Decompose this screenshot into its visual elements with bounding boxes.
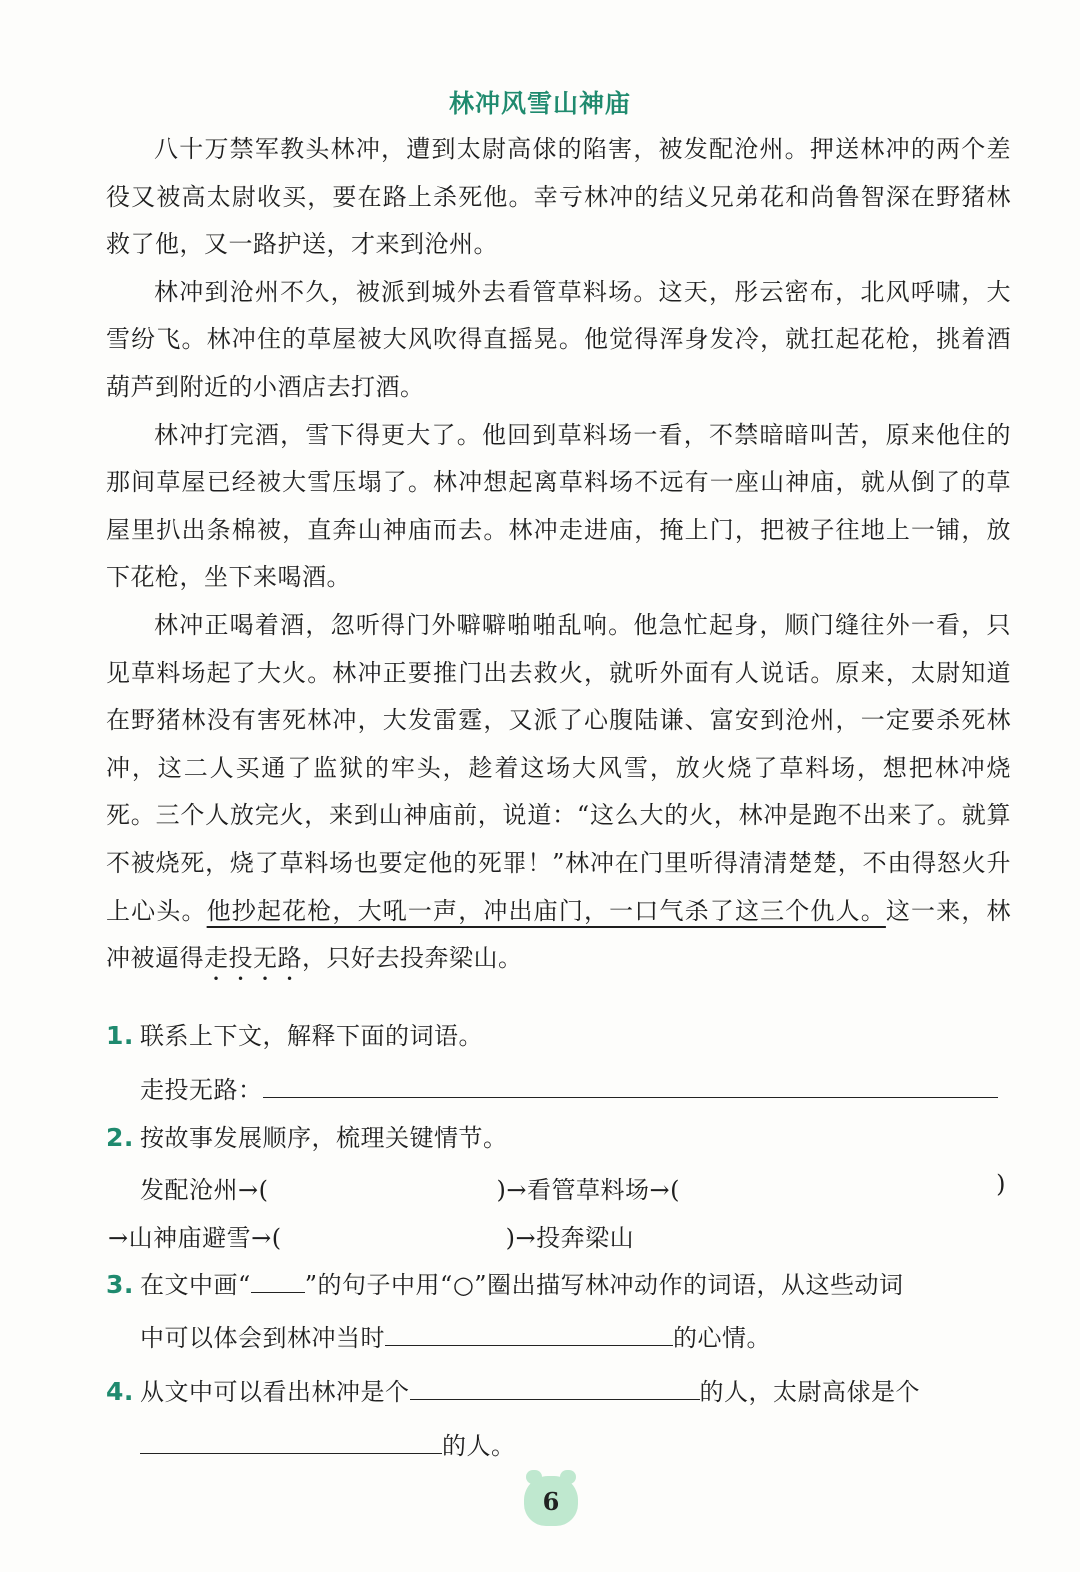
- question-4-line2: 的人。: [442, 1432, 516, 1460]
- plot-start: 发配沧州→(: [140, 1176, 269, 1204]
- question-1-text: 联系上下文，解释下面的词语。: [140, 1022, 483, 1050]
- plot-end: )→投奔梁山: [505, 1224, 635, 1252]
- question-4-number: 4.: [106, 1377, 134, 1406]
- question-1-answer-row: [140, 1070, 1000, 1105]
- question-4-text-b: 的人，太尉高俅是个: [699, 1378, 920, 1406]
- plot-blank-2-close: ): [996, 1170, 1006, 1198]
- underlined-sentence: 他抄起花枪，大吼一声，冲出庙门，一口气杀了这三个仇人。: [206, 896, 886, 925]
- badge-ear-left: [526, 1470, 542, 1484]
- plot-middle: )→看管草料场→(: [496, 1176, 680, 1204]
- answer-blank-4a[interactable]: [410, 1398, 700, 1400]
- dotted-phrase: 走投无路: [204, 944, 302, 973]
- question-1-number: 1.: [106, 1021, 134, 1050]
- question-2: [106, 1118, 1011, 1153]
- plot-sequence-line-1: [140, 1170, 1006, 1205]
- question-2-number: 2.: [106, 1123, 134, 1152]
- question-4: [106, 1372, 1011, 1407]
- passage-title: 林冲风雪山神庙: [448, 89, 631, 118]
- question-3-text-a: 在文中画“: [140, 1271, 251, 1299]
- question-4-text-a: 从文中可以看出林冲是个: [140, 1378, 410, 1406]
- answer-blank-4b[interactable]: [140, 1452, 442, 1454]
- term-label: 走投无路：: [140, 1076, 263, 1104]
- paragraph-4-text: 林冲正喝着酒，忽听得门外噼噼啪啪乱响。他急忙起身，顺门缝往外一看，只见草料场起了大火。林冲正要推门出去救火，就听外面有人说话。原来，太尉知道在野猪林没有害死林冲，大发雷霆，又派了心腹陆谦、富安到沧州，一定要杀死林冲，这二人买通了监狱的牢头，趁着这场大风雪，放火烧了草料场，想把林冲烧死。三个人放完火，来到山神庙前，说道：“这么大的火，林冲是跑不出来了。就算不被烧死，烧了草料场也要定他的死罪！”林冲在门里听得清清楚楚，不由得怒火升上心头。: [106, 610, 1011, 925]
- paragraph-4-text-c: ，只好去投奔梁山。: [302, 944, 523, 973]
- paragraph-2: 林冲到沧州不久，被派到城外去看管草料场。这天，彤云密布，北风呼啸，大雪纷飞。林冲住的草屋被大风吹得直摇晃。他觉得浑身发冷，就扛起花枪，挑着酒葫芦到附近的小酒店去打酒。: [106, 277, 1011, 401]
- plot-sequence-line-2: [108, 1218, 1013, 1253]
- question-3-line2-a: 中可以体会到林冲当时: [140, 1324, 385, 1352]
- plot-shrine: →山神庙避雪→(: [108, 1224, 282, 1252]
- answer-blank-1[interactable]: [263, 1096, 998, 1098]
- question-3: [106, 1265, 1011, 1300]
- page-number-badge: [524, 1476, 578, 1526]
- paragraph-4: [106, 602, 1011, 986]
- paragraph-1: 八十万禁军教头林冲，遭到太尉高俅的陷害，被发配沧州。押送林冲的两个差役又被高太尉收买，要在路上杀死他。幸亏林冲的结义兄弟花和尚鲁智深在野猪林救了他，又一路护送，才来到沧州。: [106, 135, 1011, 259]
- reading-passage: [106, 126, 1011, 986]
- underline-sample: [251, 1291, 305, 1293]
- question-3-answer-row: [140, 1318, 771, 1353]
- paragraph-4-text-b: 这一来，林冲被逼得: [106, 896, 1012, 973]
- answer-blank-3[interactable]: [385, 1344, 673, 1346]
- question-1: [106, 1016, 1011, 1051]
- question-3-text-b: ”的句子中用“○”圈出描写林冲动作的词语，从这些动词: [304, 1271, 904, 1299]
- badge-ear-right: [560, 1470, 576, 1484]
- question-3-line2-b: 的心情。: [673, 1324, 771, 1352]
- question-3-number: 3.: [106, 1270, 134, 1299]
- paragraph-3: 林冲打完酒，雪下得更大了。他回到草料场一看，不禁暗暗叫苦，原来他住的那间草屋已经被大雪压塌了。林冲想起离草料场不远有一座山神庙，就从倒了的草屋里扒出条棉被，直奔山神庙而去。林冲走进庙，掩上门，把被子往地上一铺，放下花枪，坐下来喝酒。: [106, 420, 1011, 592]
- question-4-answer-row: [140, 1426, 516, 1461]
- question-2-text: 按故事发展顺序，梳理关键情节。: [140, 1124, 508, 1152]
- page-number: 6: [542, 1487, 560, 1516]
